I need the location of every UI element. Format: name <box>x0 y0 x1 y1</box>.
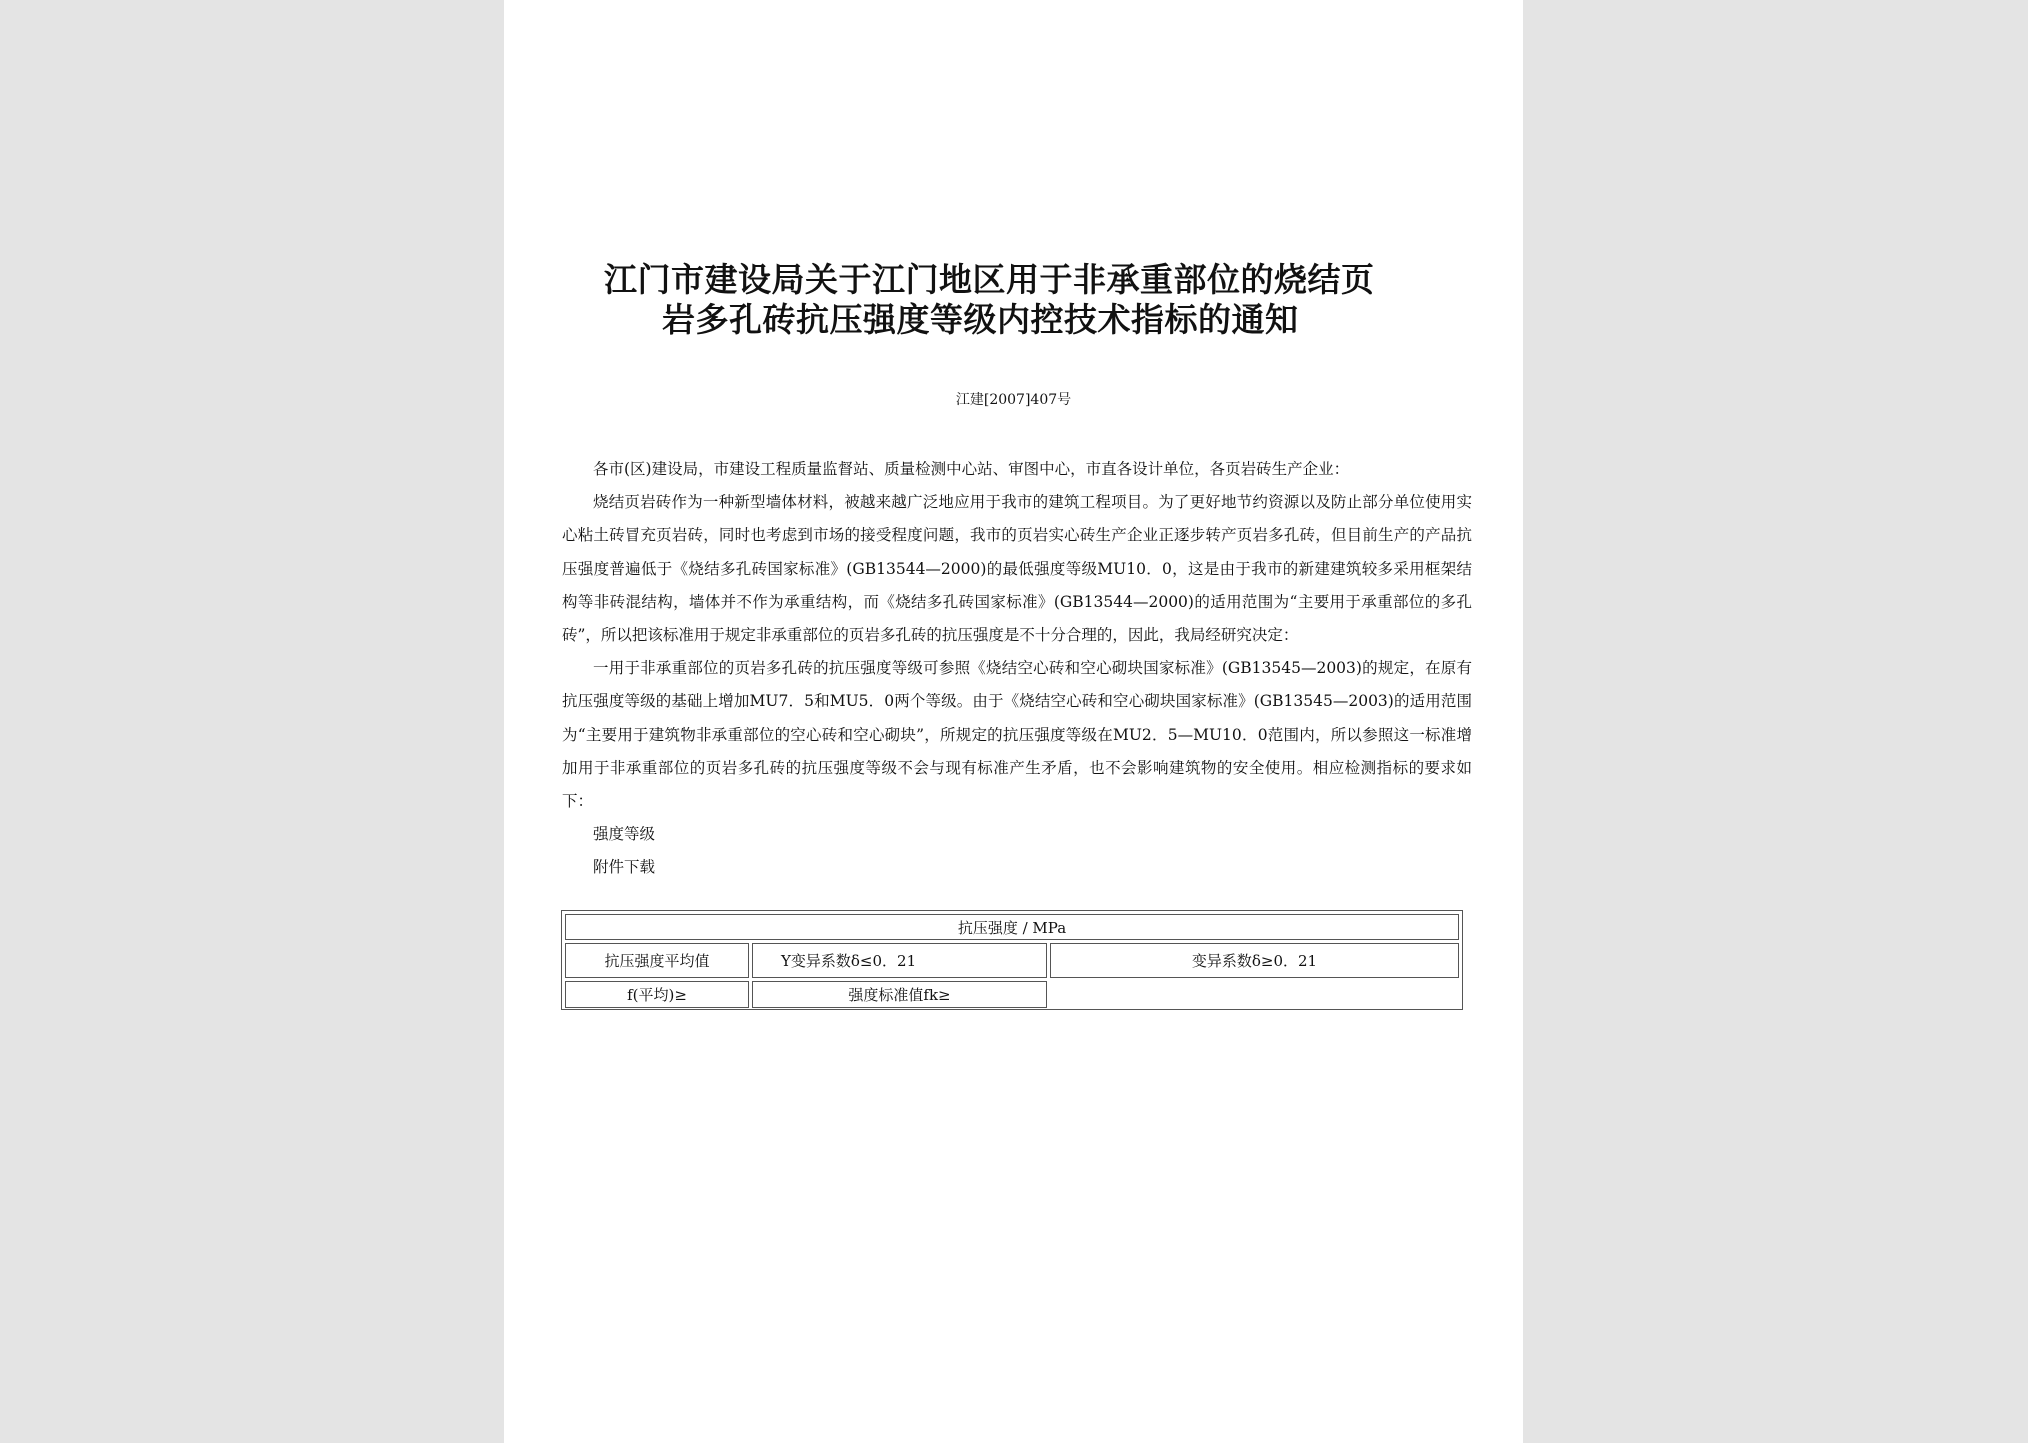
document-title <box>604 260 1464 340</box>
document-page <box>504 0 1523 1443</box>
document-body <box>562 453 1472 885</box>
paragraph-background: 烧结页岩砖作为一种新型墙体材料，被越来越广泛地应用于我市的建筑工程项目。为了更好地节约资源以及防止部分单位使用实心粘土砖冒充页岩砖，同时也考虑到市场的接受程度问题，我市的页岩实心砖生产企业正逐步转产页岩多孔砖，但目前生产的产品抗压强度普遍低于《烧结多孔砖国家标准》(GB13544—2000)的最低强度等级MU10．0，这是由于我市的新建建筑较多采用框架结构等非砖混结构，墙体并不作为承重结构，而《烧结多孔砖国家标准》(GB13544—2000)的适用范围为“主要用于承重部位的多孔砖”，所以把该标准用于规定非承重部位的页岩多孔砖的抗压强度是不十分合理的，因此，我局经研究决定： <box>562 493 1472 645</box>
table-cell-y-coef: Y变异系数δ≤0．21 <box>752 943 1047 978</box>
table-header-cell: 抗压强度 / MPa <box>565 914 1459 940</box>
attachment-download-link[interactable]: 附件下载 <box>593 858 656 877</box>
document-number: 江建[2007]407号 <box>955 392 1072 408</box>
table-cell-std-value: 强度标准值fk≥ <box>752 981 1047 1008</box>
paragraph-strength-grade: 强度等级 <box>593 825 656 844</box>
paragraph-recipients: 各市(区)建设局，市建设工程质量监督站、质量检测中心站、审图中心，市直各设计单位，各页岩砖生产企业： <box>593 460 1350 478</box>
paragraph-decision: 一用于非承重部位的页岩多孔砖的抗压强度等级可参照《烧结空心砖和空心砌块国家标准》(GB13545—2003)的规定，在原有抗压强度等级的基础上增加MU7．5和MU5．0两个等级。由于《烧结空心砖和空心砌块国家标准》(GB13545—2003)的适用范围为“主要用于建筑物非承重部位的空心砖和空心砌块”，所规定的抗压强度等级在MU2．5—MU10．0范围内，所以参照这一标准增加用于非承重部位的页岩多孔砖的抗压强度等级不会与现有标准产生矛盾，也不会影响建筑物的安全使用。相应检测指标的要求如下： <box>562 659 1472 811</box>
table-cell-f-avg: f(平均)≥ <box>565 981 749 1008</box>
title-line-1: 江门市建设局关于江门地区用于非承重部位的烧结页 <box>604 260 1375 299</box>
table-cell-avg-label: 抗压强度平均值 <box>565 943 749 978</box>
strength-table <box>561 910 1463 1010</box>
table-cell-var-coef: 变异系数δ≥0．21 <box>1050 943 1459 978</box>
title-line-2: 岩多孔砖抗压强度等级内控技术指标的通知 <box>662 300 1299 339</box>
